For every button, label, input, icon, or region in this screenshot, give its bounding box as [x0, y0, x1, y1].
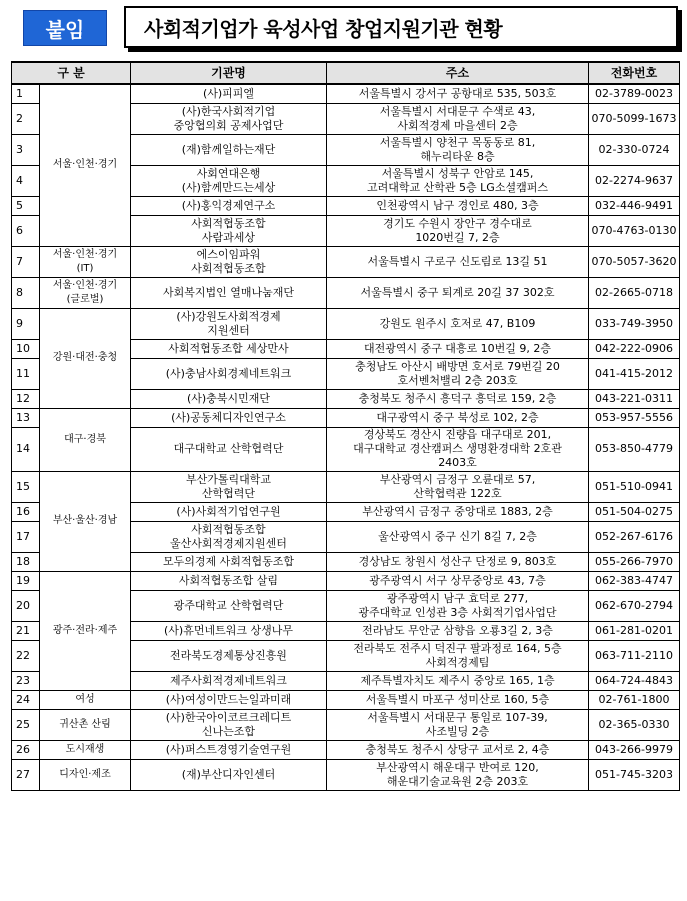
address-cell: 경상북도 경산시 진량읍 대구대로 201, 대구대학교 경산캠퍼스 생명환경대학 2호관 2403호 — [327, 427, 589, 471]
phone-cell: 043-266-9979 — [589, 740, 680, 759]
table-row — [12, 690, 680, 709]
phone-cell: 02-330-0724 — [589, 134, 680, 165]
region-cell: 강원·대전·충청 — [40, 308, 131, 408]
address-cell: 서울특별시 구로구 신도림로 13길 51 — [327, 246, 589, 277]
row-number: 26 — [12, 740, 40, 759]
region-cell: 대구·경북 — [40, 408, 131, 471]
institution-name-cell: 사회적협동조합 울산사회적경제지원센터 — [131, 521, 327, 552]
phone-cell: 032-446-9491 — [589, 196, 680, 215]
row-number: 5 — [12, 196, 40, 215]
row-number: 15 — [12, 471, 40, 502]
region-cell: 서울·인천·경기 (글로벌) — [40, 277, 131, 308]
document-header — [14, 6, 678, 44]
table-row — [12, 408, 680, 427]
institution-name-cell: 모두의경제 사회적협동조합 — [131, 552, 327, 571]
row-number: 9 — [12, 308, 40, 339]
phone-cell: 02-2274-9637 — [589, 165, 680, 196]
address-cell: 강원도 원주시 호저로 47, B109 — [327, 308, 589, 339]
address-cell: 대전광역시 중구 대흥로 10번길 9, 2층 — [327, 339, 589, 358]
institution-name-cell: 사회적협동조합 사람과세상 — [131, 215, 327, 246]
phone-cell: 053-957-5556 — [589, 408, 680, 427]
phone-cell: 02-761-1800 — [589, 690, 680, 709]
institution-name-cell: (사)한국아이코르크레디트 신나는조합 — [131, 709, 327, 740]
row-number: 3 — [12, 134, 40, 165]
phone-cell: 053-850-4779 — [589, 427, 680, 471]
row-number: 23 — [12, 671, 40, 690]
phone-cell: 070-5099-1673 — [589, 103, 680, 134]
address-cell: 부산광역시 금정구 중앙대로 1883, 2층 — [327, 502, 589, 521]
institution-name-cell: 사회적협동조합 살림 — [131, 571, 327, 590]
address-cell: 서울특별시 마포구 성미산로 160, 5층 — [327, 690, 589, 709]
row-number: 14 — [12, 427, 40, 471]
phone-cell: 051-745-3203 — [589, 759, 680, 790]
region-cell: 여성 — [40, 690, 131, 709]
institution-name-cell: (재)함께일하는재단 — [131, 134, 327, 165]
phone-cell: 064-724-4843 — [589, 671, 680, 690]
address-cell: 경기도 수원시 장안구 경수대로 1020번길 7, 2층 — [327, 215, 589, 246]
phone-cell: 051-510-0941 — [589, 471, 680, 502]
institution-name-cell: (사)충남사회경제네트워크 — [131, 358, 327, 389]
row-number: 21 — [12, 621, 40, 640]
address-cell: 대구광역시 중구 북성로 102, 2층 — [327, 408, 589, 427]
table-row — [12, 277, 680, 308]
institution-name-cell: (재)부산디자인센터 — [131, 759, 327, 790]
address-cell: 부산광역시 금정구 오륜대로 57, 산학협력관 122호 — [327, 471, 589, 502]
address-cell: 서울특별시 양천구 목동동로 81, 해누리타운 8층 — [327, 134, 589, 165]
phone-cell: 042-222-0906 — [589, 339, 680, 358]
table-row — [12, 740, 680, 759]
row-number: 8 — [12, 277, 40, 308]
phone-cell: 052-267-6176 — [589, 521, 680, 552]
institution-name-cell: (사)휴먼네트워크 상생나무 — [131, 621, 327, 640]
row-number: 24 — [12, 690, 40, 709]
row-number: 16 — [12, 502, 40, 521]
address-cell: 충청북도 청주시 상당구 교서로 2, 4층 — [327, 740, 589, 759]
phone-cell: 051-504-0275 — [589, 502, 680, 521]
phone-cell: 062-670-2794 — [589, 590, 680, 621]
address-cell: 광주광역시 서구 상무중앙로 43, 7층 — [327, 571, 589, 590]
address-cell: 충청남도 아산시 배방면 호서로 79번길 20 호서벤처밸리 2층 203호 — [327, 358, 589, 389]
phone-cell: 055-266-7970 — [589, 552, 680, 571]
row-number: 27 — [12, 759, 40, 790]
document-title: 사회적기업가 육성사업 창업지원기관 현황 — [124, 6, 678, 48]
row-number: 18 — [12, 552, 40, 571]
address-cell: 전라남도 무안군 삼향읍 오룡3길 2, 3층 — [327, 621, 589, 640]
address-cell: 서울특별시 중구 퇴계로 20길 37 302호 — [327, 277, 589, 308]
row-number: 11 — [12, 358, 40, 389]
attachment-badge: 붙임 — [23, 10, 107, 46]
institution-name-cell: 사회적협동조합 세상만사 — [131, 339, 327, 358]
institution-name-cell: (사)한국사회적기업 중앙협의회 공제사업단 — [131, 103, 327, 134]
table-header-row — [12, 62, 680, 84]
row-number: 12 — [12, 389, 40, 408]
row-number: 7 — [12, 246, 40, 277]
address-cell: 인천광역시 남구 경인로 480, 3층 — [327, 196, 589, 215]
institution-name-cell: 전라북도경제통상진흥원 — [131, 640, 327, 671]
institution-name-cell: 대구대학교 산학협력단 — [131, 427, 327, 471]
phone-cell: 061-281-0201 — [589, 621, 680, 640]
row-number: 22 — [12, 640, 40, 671]
row-number: 2 — [12, 103, 40, 134]
phone-cell: 043-221-0311 — [589, 389, 680, 408]
address-cell: 광주광역시 남구 효덕로 277, 광주대학교 인성관 3층 사회적기업사업단 — [327, 590, 589, 621]
phone-cell: 02-3789-0023 — [589, 84, 680, 103]
phone-cell: 033-749-3950 — [589, 308, 680, 339]
table-row — [12, 246, 680, 277]
row-number: 17 — [12, 521, 40, 552]
table-row — [12, 759, 680, 790]
institution-name-cell: (사)퍼스트경영기술연구원 — [131, 740, 327, 759]
row-number: 19 — [12, 571, 40, 590]
address-cell: 서울특별시 서대문구 수색로 43, 사회적경제 마을센터 2층 — [327, 103, 589, 134]
row-number: 20 — [12, 590, 40, 621]
phone-cell: 070-4763-0130 — [589, 215, 680, 246]
phone-cell: 063-711-2110 — [589, 640, 680, 671]
table-row — [12, 308, 680, 339]
address-cell: 울산광역시 중구 신기 8길 7, 2층 — [327, 521, 589, 552]
table-row — [12, 84, 680, 103]
row-number: 25 — [12, 709, 40, 740]
address-cell: 부산광역시 해운대구 반여로 120, 해운대기술교육원 2층 203호 — [327, 759, 589, 790]
region-cell: 광주·전라·제주 — [40, 571, 131, 690]
phone-cell: 041-415-2012 — [589, 358, 680, 389]
row-number: 13 — [12, 408, 40, 427]
row-number: 10 — [12, 339, 40, 358]
column-header-phone: 전화번호 — [589, 62, 680, 84]
institution-name-cell: (사)충북시민재단 — [131, 389, 327, 408]
phone-cell: 02-365-0330 — [589, 709, 680, 740]
address-cell: 전라북도 전주시 덕진구 팔과정로 164, 5층 사회적경제팀 — [327, 640, 589, 671]
table-body — [12, 84, 680, 790]
region-cell: 부산·울산·경남 — [40, 471, 131, 571]
institution-name-cell: 광주대학교 산학협력단 — [131, 590, 327, 621]
institution-name-cell: 사회연대은행 (사)함께만드는세상 — [131, 165, 327, 196]
region-cell: 디자인·제조 — [40, 759, 131, 790]
address-cell: 충청북도 청주시 흥덕구 흥덕로 159, 2층 — [327, 389, 589, 408]
row-number: 1 — [12, 84, 40, 103]
table-row — [12, 471, 680, 502]
row-number: 6 — [12, 215, 40, 246]
address-cell: 제주특별자치도 제주시 중앙로 165, 1층 — [327, 671, 589, 690]
institution-name-cell: 사회복지법인 열매나눔재단 — [131, 277, 327, 308]
region-cell: 서울·인천·경기 — [40, 84, 131, 246]
address-cell: 서울특별시 서대문구 통일로 107-39, 사조빌딩 2층 — [327, 709, 589, 740]
institution-name-cell: (사)강원도사회적경제 지원센터 — [131, 308, 327, 339]
institution-name-cell: 부산가톨릭대학교 산학협력단 — [131, 471, 327, 502]
table-row — [12, 709, 680, 740]
region-cell: 도시재생 — [40, 740, 131, 759]
phone-cell: 062-383-4747 — [589, 571, 680, 590]
row-number: 4 — [12, 165, 40, 196]
institution-name-cell: (사)공동체디자인연구소 — [131, 408, 327, 427]
institution-name-cell: (사)피피엘 — [131, 84, 327, 103]
address-cell: 서울특별시 성북구 안암로 145, 고려대학교 산학관 5층 LG소셜캠퍼스 — [327, 165, 589, 196]
institution-name-cell: 에스이임파워 사회적협동조합 — [131, 246, 327, 277]
region-cell: 귀산촌 산림 — [40, 709, 131, 740]
address-cell: 서울특별시 강서구 공항대로 535, 503호 — [327, 84, 589, 103]
phone-cell: 02-2665-0718 — [589, 277, 680, 308]
column-header-address: 주소 — [327, 62, 589, 84]
institution-name-cell: (사)홍익경제연구소 — [131, 196, 327, 215]
region-cell: 서울·인천·경기 (IT) — [40, 246, 131, 277]
column-header-category: 구 분 — [12, 62, 131, 84]
institution-name-cell: 제주사회적경제네트워크 — [131, 671, 327, 690]
institution-name-cell: (사)사회적기업연구원 — [131, 502, 327, 521]
column-header-name: 기관명 — [131, 62, 327, 84]
table-row — [12, 571, 680, 590]
institution-table — [11, 61, 680, 791]
address-cell: 경상남도 창원시 성산구 단정로 9, 803호 — [327, 552, 589, 571]
institution-name-cell: (사)여성이만드는일과미래 — [131, 690, 327, 709]
phone-cell: 070-5057-3620 — [589, 246, 680, 277]
